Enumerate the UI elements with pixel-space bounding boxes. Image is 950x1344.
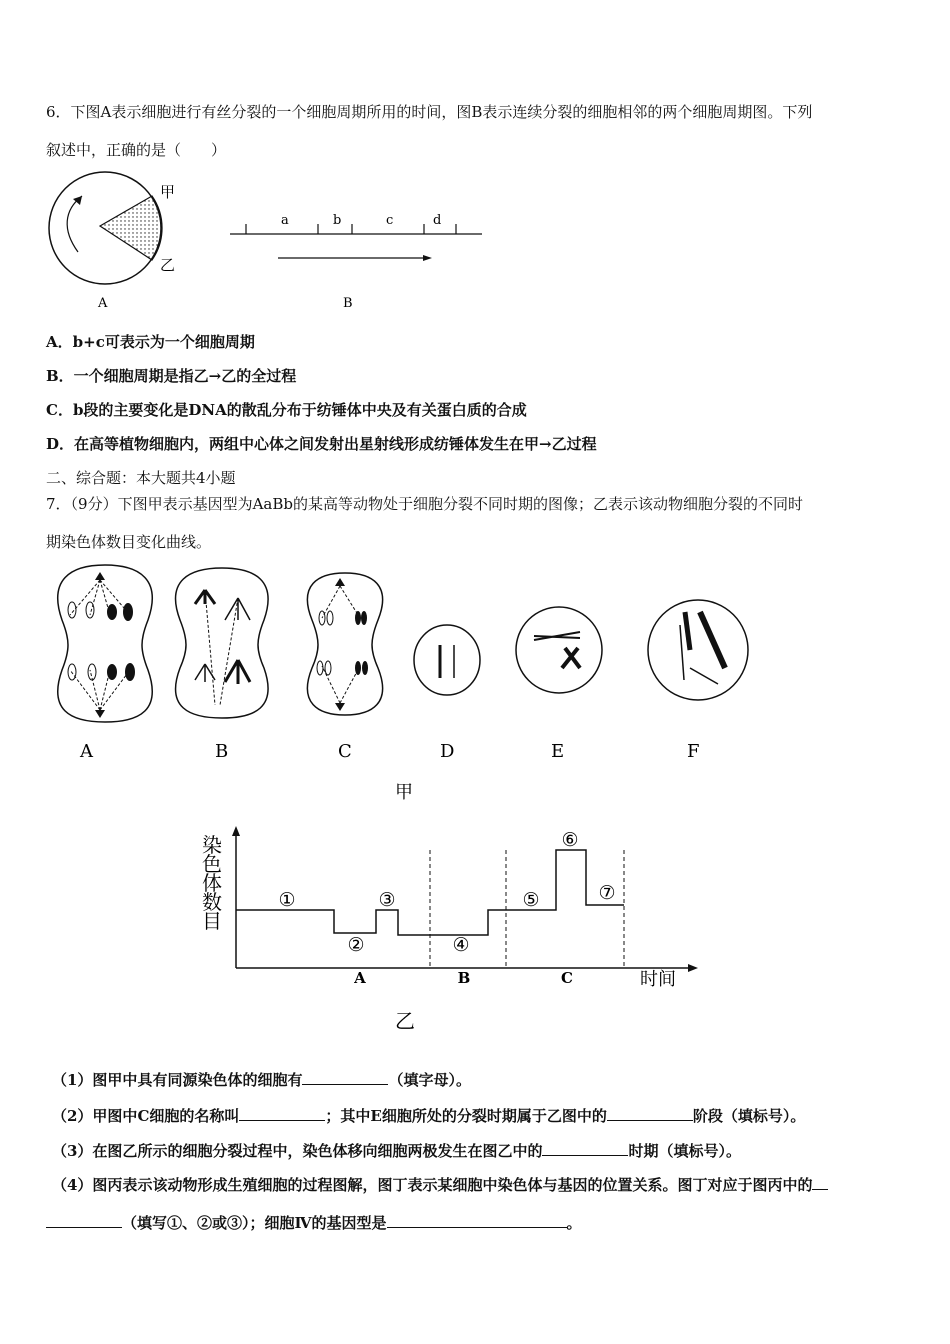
sub-question-4-line1: （4）图丙表示该动物形成生殖细胞的过程图解，图丁表示某细胞中染色体与基因的位置关系。图丁对应于图丙中的 xyxy=(52,1175,828,1195)
ylabel-char-5: 目 xyxy=(202,909,222,933)
ylabel-char-1: 染 xyxy=(202,833,222,857)
q7-line1: 7．（9分）下图甲表示基因型为AaBb的某高等动物处于细胞分裂不同时期的图像；乙表示该动物细胞分裂的不同时 xyxy=(46,495,803,513)
q6-option-c: C．b段的主要变化是DNA的散乱分布于纺锤体中央及有关蛋白质的合成 xyxy=(46,401,527,419)
answer-blank-2b[interactable] xyxy=(607,1106,693,1121)
ylabel-char-2: 色 xyxy=(202,852,222,876)
cell-label-d: D xyxy=(440,741,455,762)
phase-a: A xyxy=(354,969,366,987)
ylabel-char-4: 数 xyxy=(202,890,222,914)
fig-b-seg-c: c xyxy=(386,213,394,228)
stage-7: ⑦ xyxy=(598,882,616,904)
sub-question-3: （3）在图乙所示的细胞分裂过程中，染色体移向细胞两极发生在图乙中的 时期（填标号）。 xyxy=(52,1142,741,1160)
stage-5: ⑤ xyxy=(522,889,540,911)
fig-b-seg-a: a xyxy=(281,213,289,228)
q7-line2: 期染色体数目变化曲线。 xyxy=(46,533,212,551)
sub-question-2: （2）甲图中C细胞的名称叫 ；其中E细胞所处的分裂时期属于乙图中的 阶段（填标号）。 xyxy=(52,1107,806,1125)
fig-a-label-jia: 甲 xyxy=(160,183,176,201)
answer-blank-2a[interactable] xyxy=(239,1106,325,1121)
xlabel: 时间 xyxy=(640,969,676,990)
q6-line2: 叙述中，正确的是（ ） xyxy=(46,141,227,159)
stage-3: ③ xyxy=(378,889,396,911)
q6-line1: 6．下图A表示细胞进行有丝分裂的一个细胞周期所用的时间，图B表示连续分裂的细胞相邻的两个细胞周期图。下列 xyxy=(46,103,813,121)
stage-6: ⑥ xyxy=(561,829,579,851)
cell-label-b: B xyxy=(215,741,229,762)
q6-option-a: A．b+c可表示为一个细胞周期 xyxy=(46,333,255,351)
cell-label-c: C xyxy=(338,741,352,762)
answer-blank-4b[interactable] xyxy=(387,1213,567,1228)
phase-b: B xyxy=(457,969,471,987)
fig-yi-caption: 乙 xyxy=(395,1009,415,1033)
cell-label-a: A xyxy=(80,741,93,762)
fig-b-seg-b: b xyxy=(333,213,342,228)
q6-option-b: B．一个细胞周期是指乙→乙的全过程 xyxy=(46,367,297,385)
answer-blank-1[interactable] xyxy=(302,1070,388,1085)
fig-b-caption: B xyxy=(343,296,353,311)
fig-jia-caption: 甲 xyxy=(395,782,413,803)
fig-b-seg-d: d xyxy=(433,213,442,228)
sub-question-4-line2: （填写①、②或③）；细胞Ⅳ的基因型是 。 xyxy=(46,1213,582,1233)
section-heading: 二、综合题：本大题共4小题 xyxy=(46,469,236,487)
cell-label-f: F xyxy=(687,741,700,762)
fig-a-label-yi: 乙 xyxy=(160,256,176,274)
stage-4: ④ xyxy=(452,934,470,956)
sub-question-1: （1）图甲中具有同源染色体的细胞有 （填字母）。 xyxy=(52,1071,471,1089)
q6-option-d: D．在高等植物细胞内，两组中心体之间发射出星射线形成纺锤体发生在甲→乙过程 xyxy=(46,435,597,453)
cell-label-e: E xyxy=(551,741,565,762)
ylabel-char-3: 体 xyxy=(202,871,222,895)
answer-blank-4a-start[interactable] xyxy=(812,1175,828,1190)
answer-blank-4a-end[interactable] xyxy=(46,1213,122,1228)
stage-1: ① xyxy=(278,889,296,911)
answer-blank-3[interactable] xyxy=(542,1141,628,1156)
stage-2: ② xyxy=(347,934,365,956)
fig-a-caption: A xyxy=(98,296,108,311)
phase-c: C xyxy=(561,969,573,987)
